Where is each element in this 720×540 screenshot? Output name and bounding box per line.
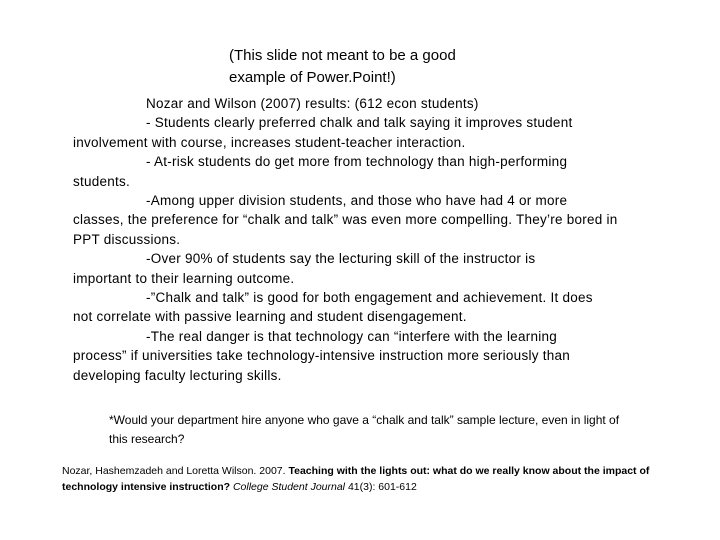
finding-continuation: students. xyxy=(73,173,131,189)
disclaimer-line-1: (This slide not meant to be a good xyxy=(229,47,456,64)
finding-item xyxy=(73,327,633,385)
finding-first-line: -Over 90% of students say the lecturing skill of the instructor is xyxy=(146,251,536,267)
slide-disclaimer xyxy=(229,45,549,89)
citation-title: Teaching with the lights out: what do we really know about the impact of technology intensive instruction? xyxy=(62,465,650,493)
findings-intro xyxy=(73,94,633,113)
finding-continuation: process” if universities take technology-intensive instruction more seriously than developing faculty lecturing skills. xyxy=(73,348,570,383)
finding-first-line: - At-risk students do get more from technology than high-performing xyxy=(146,154,568,170)
disclaimer-line-2: example of Power.Point!) xyxy=(229,69,396,86)
citation-authors: Nozar, Hashemzadeh and Loretta Wilson. 2007. xyxy=(62,465,286,477)
finding-item xyxy=(73,288,633,327)
finding-continuation: involvement with course, increases student-teacher interaction. xyxy=(73,134,466,150)
citation xyxy=(62,463,662,495)
finding-continuation: classes, the preference for “chalk and talk” was even more compelling. They’re bored in PPT discussions. xyxy=(73,212,618,247)
finding-item xyxy=(73,113,633,152)
findings-body xyxy=(73,94,633,385)
finding-first-line: - Students clearly preferred chalk and talk saying it improves student xyxy=(146,115,573,131)
finding-first-line: -Among upper division students, and those who have had 4 or more xyxy=(146,193,568,209)
finding-continuation: not correlate with passive learning and student disengagement. xyxy=(73,309,467,325)
finding-item xyxy=(73,249,633,288)
citation-journal: College Student Journal xyxy=(232,481,346,493)
discussion-question: *Would your department hire anyone who gave a “chalk and talk” sample lecture, even in light of this research? xyxy=(109,413,620,446)
finding-first-line: -”Chalk and talk” is good for both engagement and achievement. It does xyxy=(146,290,593,306)
intro-text: Nozar and Wilson (2007) results: (612 econ students) xyxy=(146,96,479,111)
finding-continuation: important to their learning outcome. xyxy=(73,270,295,286)
citation-volume: 41(3): 601-612 xyxy=(347,481,417,493)
finding-item xyxy=(73,191,633,249)
finding-item xyxy=(73,152,633,191)
finding-first-line: -The real danger is that technology can “interfere with the learning xyxy=(146,328,557,344)
